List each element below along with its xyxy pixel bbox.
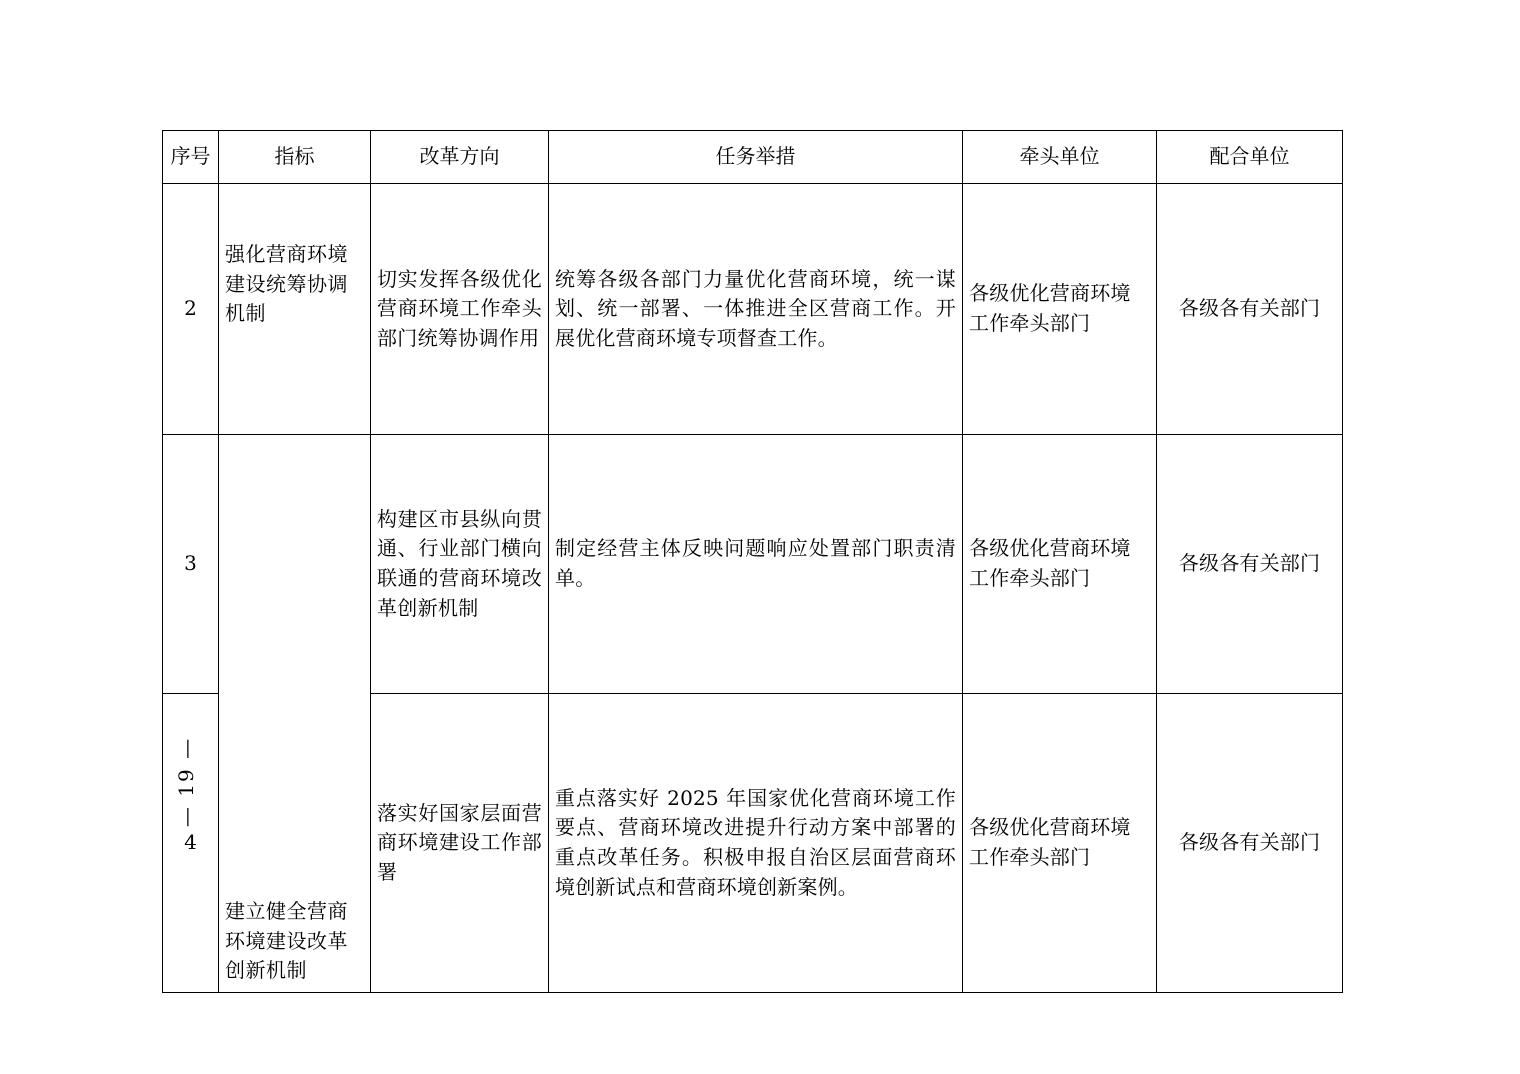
cell-seq: 2 — [163, 184, 219, 435]
cell-task: 统筹各级各部门力量优化营商环境，统一谋划、统一部署、一体推进全区营商工作。开展优化营商环境专项督查工作。 — [549, 184, 963, 435]
cell-lead: 各级优化营商环境工作牵头部门 — [963, 435, 1157, 694]
column-header-direction: 改革方向 — [371, 131, 549, 184]
cell-lead: 各级优化营商环境工作牵头部门 — [963, 694, 1157, 993]
table-header-row — [163, 131, 1343, 184]
cell-indicator: 建立健全营商环境建设改革创新机制 — [219, 435, 371, 993]
column-header-seq: 序号 — [163, 131, 219, 184]
cell-seq: 3 — [163, 435, 219, 694]
cell-coop: 各级各有关部门 — [1157, 694, 1343, 993]
cell-coop: 各级各有关部门 — [1157, 184, 1343, 435]
cell-coop: 各级各有关部门 — [1157, 435, 1343, 694]
column-header-task: 任务举措 — [549, 131, 963, 184]
column-header-lead: 牵头单位 — [963, 131, 1157, 184]
page-number: — 19 — — [174, 736, 198, 828]
cell-lead: 各级优化营商环境工作牵头部门 — [963, 184, 1157, 435]
column-header-indicator: 指标 — [219, 131, 371, 184]
cell-task: 制定经营主体反映问题响应处置部门职责清单。 — [549, 435, 963, 694]
cell-seq: 4 — [163, 694, 219, 993]
reform-task-table — [162, 130, 1343, 993]
cell-direction: 落实好国家层面营商环境建设工作部署 — [371, 694, 549, 993]
table-row — [163, 435, 1343, 694]
cell-direction: 构建区市县纵向贯通、行业部门横向联通的营商环境改革创新机制 — [371, 435, 549, 694]
column-header-coop: 配合单位 — [1157, 131, 1343, 184]
cell-indicator: 强化营商环境建设统筹协调机制 — [219, 184, 371, 435]
cell-task: 重点落实好 2025 年国家优化营商环境工作要点、营商环境改进提升行动方案中部署的重点改革任务。积极申报自治区层面营商环境创新试点和营商环境创新案例。 — [549, 694, 963, 993]
cell-direction: 切实发挥各级优化营商环境工作牵头部门统筹协调作用 — [371, 184, 549, 435]
table-row — [163, 184, 1343, 435]
